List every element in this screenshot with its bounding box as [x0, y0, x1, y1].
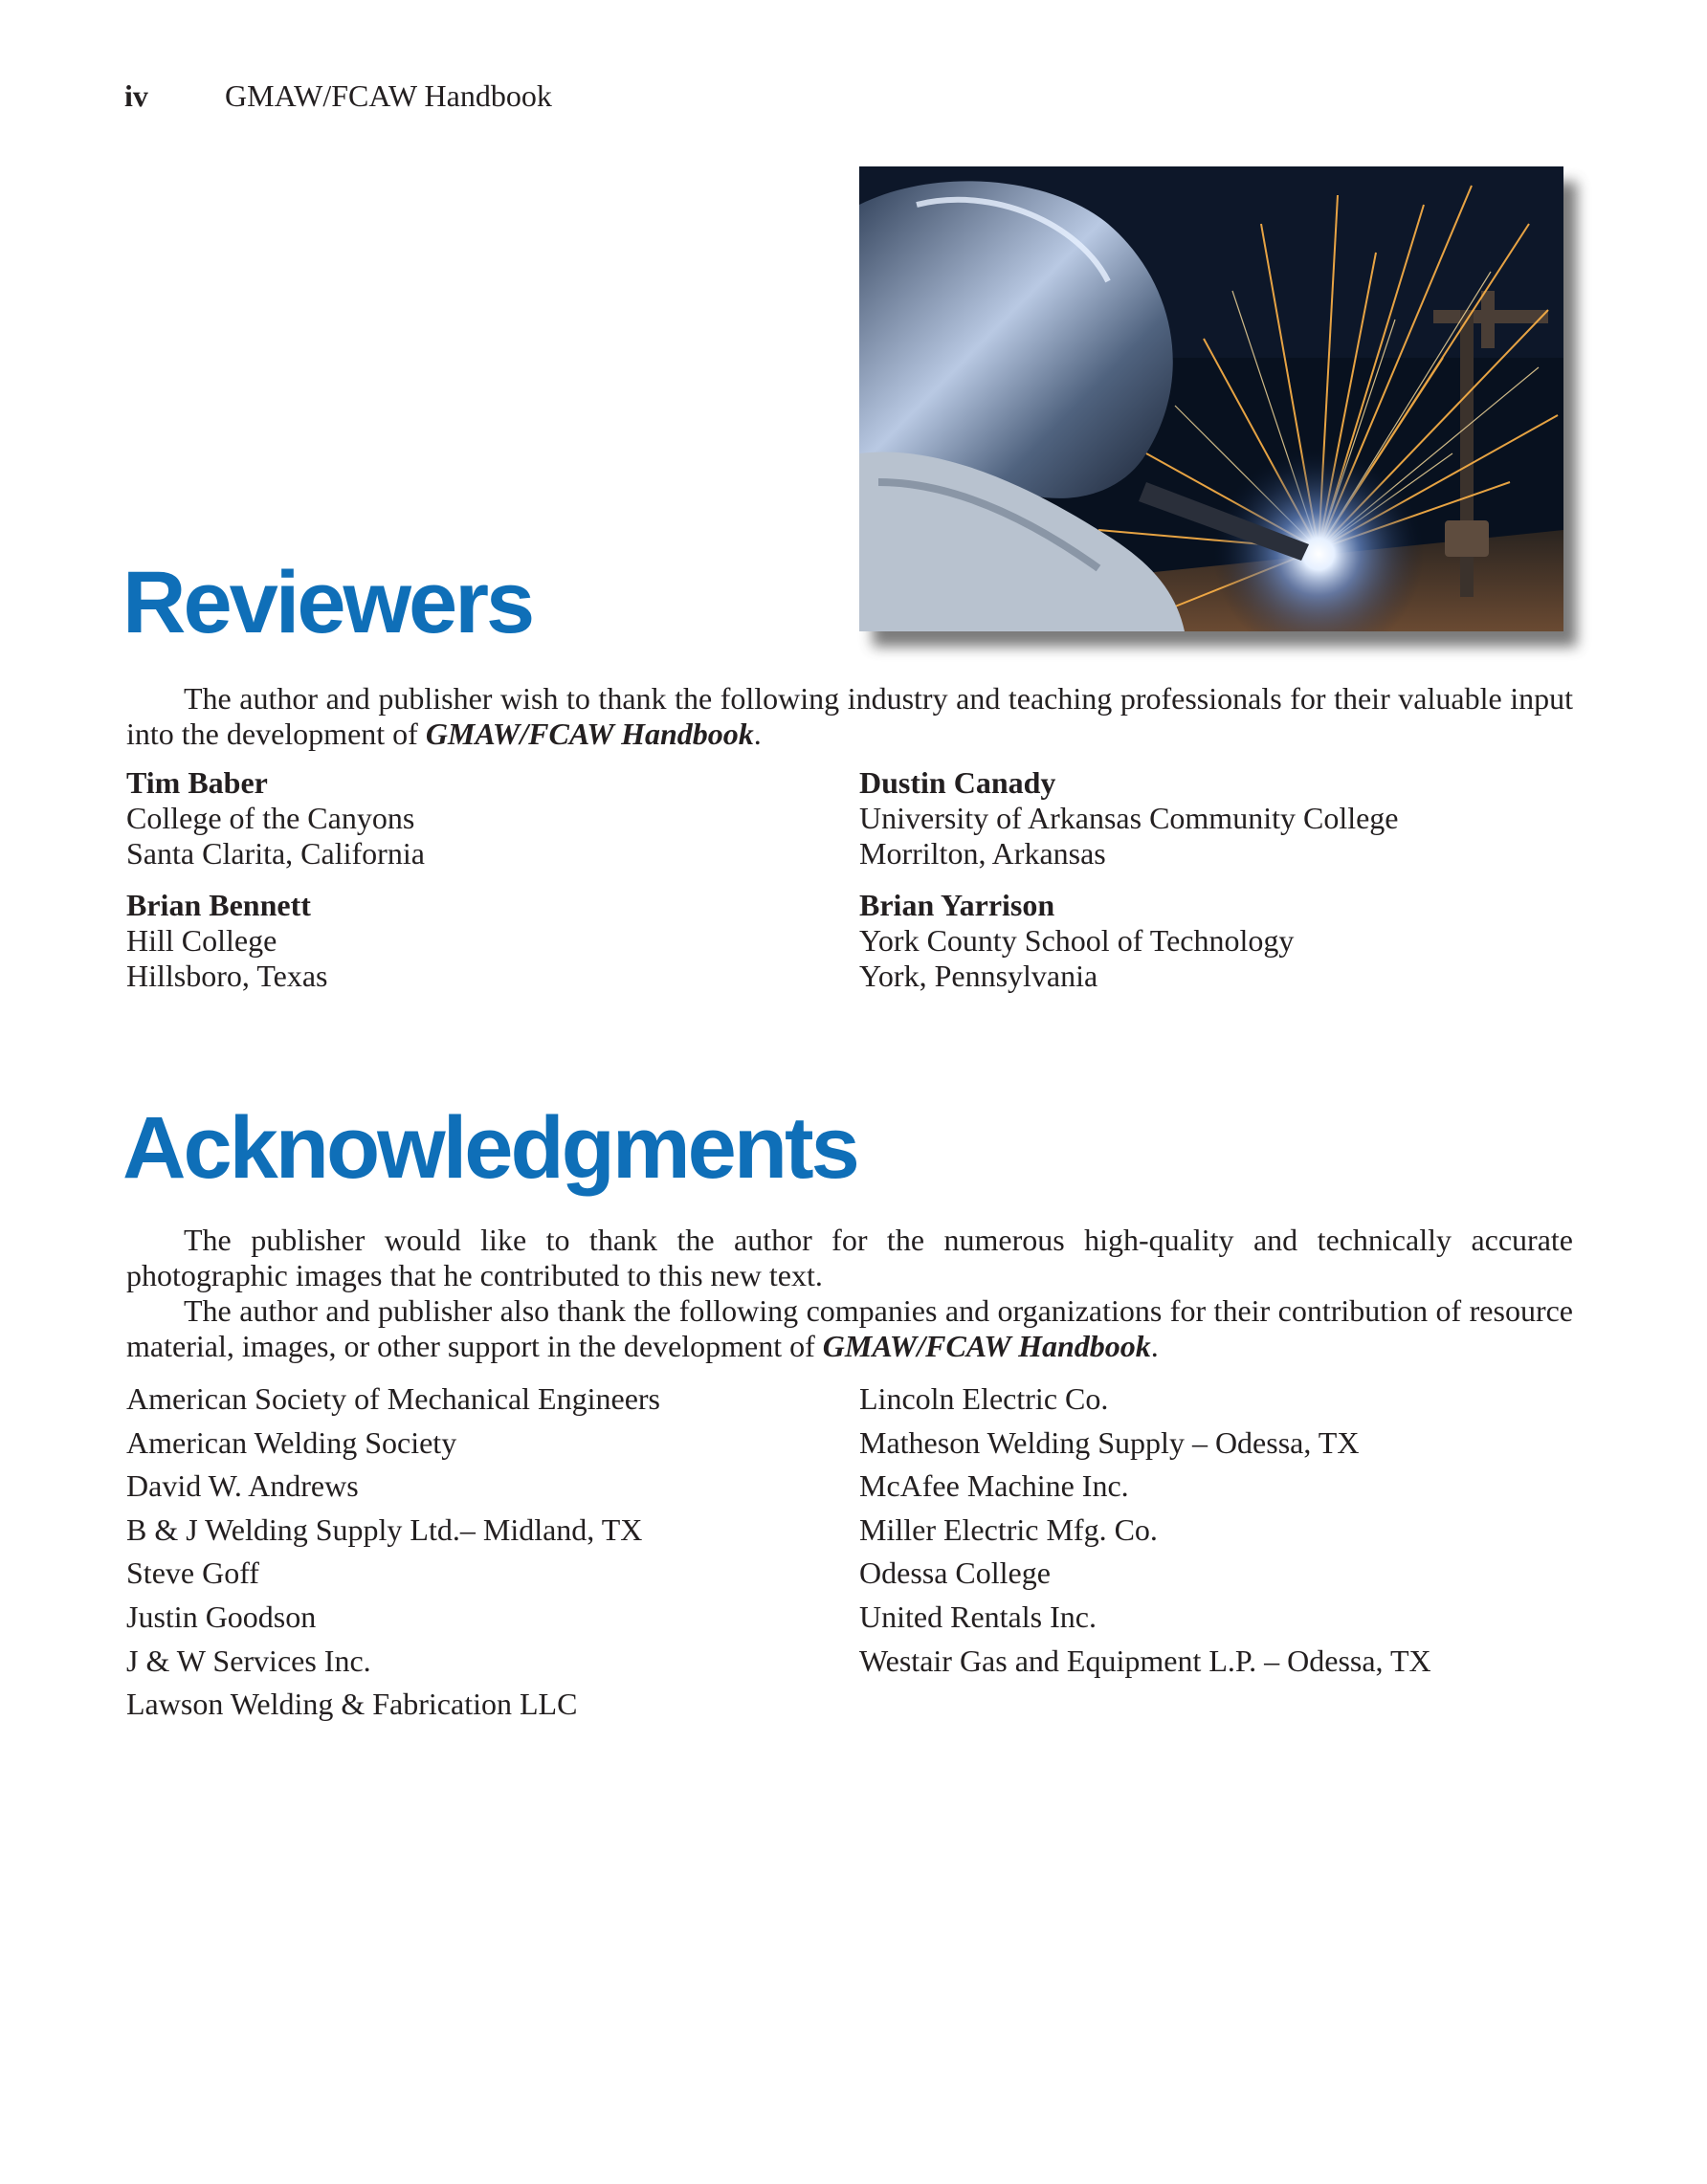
reviewer-institution: York County School of Technology — [859, 923, 1295, 958]
reviewer-entry — [859, 888, 1294, 994]
welding-photo — [859, 166, 1563, 631]
list-item: McAfee Machine Inc. — [859, 1468, 1129, 1504]
list-item: Lincoln Electric Co. — [859, 1381, 1109, 1416]
list-item: David W. Andrews — [126, 1468, 359, 1504]
reviewer-location: Morrilton, Arkansas — [859, 836, 1106, 871]
intro-text: The author and publisher wish to thank the following industry and teaching professionals for their valuable input into the development of — [126, 681, 1573, 751]
acknowledgments-paragraph-2 — [126, 1293, 1573, 1364]
reviewers-heading: Reviewers — [122, 554, 533, 651]
reviewer-institution: University of Arkansas Community College — [859, 801, 1399, 835]
intro-book-title: GMAW/FCAW Handbook — [425, 717, 754, 751]
list-item: American Society of Mechanical Engineers — [126, 1381, 660, 1416]
running-title: GMAW/FCAW Handbook — [225, 78, 552, 113]
welding-illustration — [859, 166, 1563, 631]
reviewer-location: Santa Clarita, California — [126, 836, 425, 871]
page-number: iv — [124, 78, 148, 113]
list-item: Westair Gas and Equipment L.P. – Odessa, TX — [859, 1643, 1431, 1678]
ack-p2-end: . — [1150, 1329, 1159, 1363]
acknowledgments-list-right — [859, 1381, 1431, 1687]
list-item: United Rentals Inc. — [859, 1599, 1097, 1634]
reviewer-entry — [859, 765, 1399, 871]
ack-p2-text: The author and publisher also thank the following companies and organizations for their contribution of resource material, images, or other support in the development of — [126, 1293, 1573, 1363]
reviewers-intro — [126, 681, 1573, 752]
list-item: American Welding Society — [126, 1424, 457, 1460]
reviewer-name: Tim Baber — [126, 765, 268, 800]
list-item: Miller Electric Mfg. Co. — [859, 1511, 1158, 1547]
list-item: Steve Goff — [126, 1555, 259, 1591]
reviewer-name: Brian Bennett — [126, 888, 311, 922]
ack-p1-text: The publisher would like to thank the author for the numerous high-quality and technically accurate photographic images that he contributed to this new text. — [126, 1223, 1573, 1292]
intro-end: . — [753, 717, 762, 751]
reviewer-institution: College of the Canyons — [126, 801, 415, 835]
acknowledgments-heading: Acknowledgments — [122, 1099, 857, 1197]
reviewer-institution: Hill College — [126, 923, 277, 958]
welder-sparks-image — [859, 166, 1563, 631]
reviewer-name: Brian Yarrison — [859, 888, 1055, 922]
reviewer-location: York, Pennsylvania — [859, 959, 1098, 993]
reviewer-entry — [126, 888, 327, 994]
list-item: J & W Services Inc. — [126, 1643, 371, 1678]
list-item: B & J Welding Supply Ltd.– Midland, TX — [126, 1511, 643, 1547]
list-item: Odessa College — [859, 1555, 1051, 1591]
list-item: Matheson Welding Supply – Odessa, TX — [859, 1424, 1360, 1460]
list-item: Justin Goodson — [126, 1599, 317, 1634]
reviewer-name: Dustin Canady — [859, 765, 1056, 800]
running-header — [124, 77, 552, 115]
reviewer-location: Hillsboro, Texas — [126, 959, 328, 993]
acknowledgments-list-left — [126, 1381, 660, 1731]
ack-book-title: GMAW/FCAW Handbook — [822, 1329, 1151, 1363]
list-item: Lawson Welding & Fabrication LLC — [126, 1687, 578, 1722]
acknowledgments-paragraph-1 — [126, 1223, 1573, 1293]
reviewer-entry — [126, 765, 425, 871]
